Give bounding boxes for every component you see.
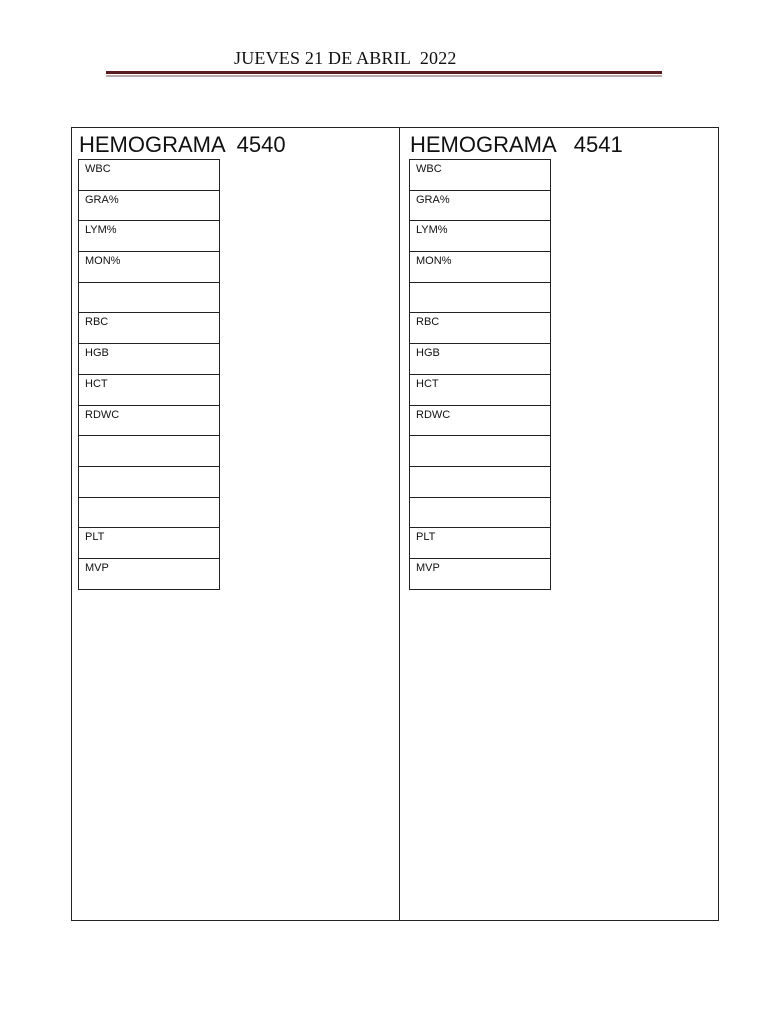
param-cell: RBC (410, 313, 551, 344)
table-row (410, 436, 551, 467)
panel-title: HEMOGRAMA 4540 (79, 132, 286, 157)
param-cell: PLT (410, 528, 551, 559)
table-row (410, 466, 551, 497)
hemograma-panel-4541 (408, 128, 728, 920)
table-row (410, 558, 551, 589)
param-cell (79, 282, 220, 313)
param-cell: PLT (79, 528, 220, 559)
column-divider (399, 128, 400, 920)
param-cell: HGB (79, 344, 220, 375)
param-cell: HCT (79, 374, 220, 405)
table-row (79, 528, 220, 559)
table-row (79, 282, 220, 313)
param-cell: WBC (79, 160, 220, 191)
table-row (79, 466, 220, 497)
table-row (410, 344, 551, 375)
param-cell (410, 497, 551, 528)
table-row (79, 221, 220, 252)
param-cell: LYM% (79, 221, 220, 252)
table-row (410, 313, 551, 344)
table-row (79, 497, 220, 528)
param-cell (79, 466, 220, 497)
header-rule (106, 71, 662, 74)
table-row (410, 252, 551, 283)
table-row (79, 160, 220, 191)
param-cell (410, 436, 551, 467)
hemograma-panel-4540 (77, 128, 397, 920)
table-row (410, 282, 551, 313)
table-row (79, 252, 220, 283)
param-cell: WBC (410, 160, 551, 191)
parameter-table (409, 159, 551, 590)
table-row (79, 374, 220, 405)
table-row (79, 344, 220, 375)
param-cell: LYM% (410, 221, 551, 252)
table-row (410, 528, 551, 559)
param-cell: GRA% (79, 190, 220, 221)
parameter-table (78, 159, 220, 590)
param-cell: HCT (410, 374, 551, 405)
param-cell: MON% (410, 252, 551, 283)
hemograma-sheet (71, 127, 719, 921)
param-cell: RDWC (410, 405, 551, 436)
param-cell: RBC (79, 313, 220, 344)
param-cell (79, 497, 220, 528)
header-rule-shadow (106, 75, 662, 77)
table-row (410, 160, 551, 191)
table-row (79, 405, 220, 436)
param-cell: HGB (410, 344, 551, 375)
table-row (79, 313, 220, 344)
param-cell: GRA% (410, 190, 551, 221)
param-cell: RDWC (79, 405, 220, 436)
table-row (410, 374, 551, 405)
panel-title: HEMOGRAMA 4541 (410, 132, 623, 157)
table-row (79, 436, 220, 467)
table-row (410, 221, 551, 252)
table-row (79, 190, 220, 221)
table-row (410, 190, 551, 221)
param-cell (410, 282, 551, 313)
param-cell: MON% (79, 252, 220, 283)
param-cell (79, 436, 220, 467)
table-row (410, 405, 551, 436)
table-row (79, 558, 220, 589)
table-row (410, 497, 551, 528)
param-cell: MVP (410, 558, 551, 589)
param-cell (410, 466, 551, 497)
document-date: JUEVES 21 DE ABRIL 2022 (234, 48, 457, 68)
param-cell: MVP (79, 558, 220, 589)
